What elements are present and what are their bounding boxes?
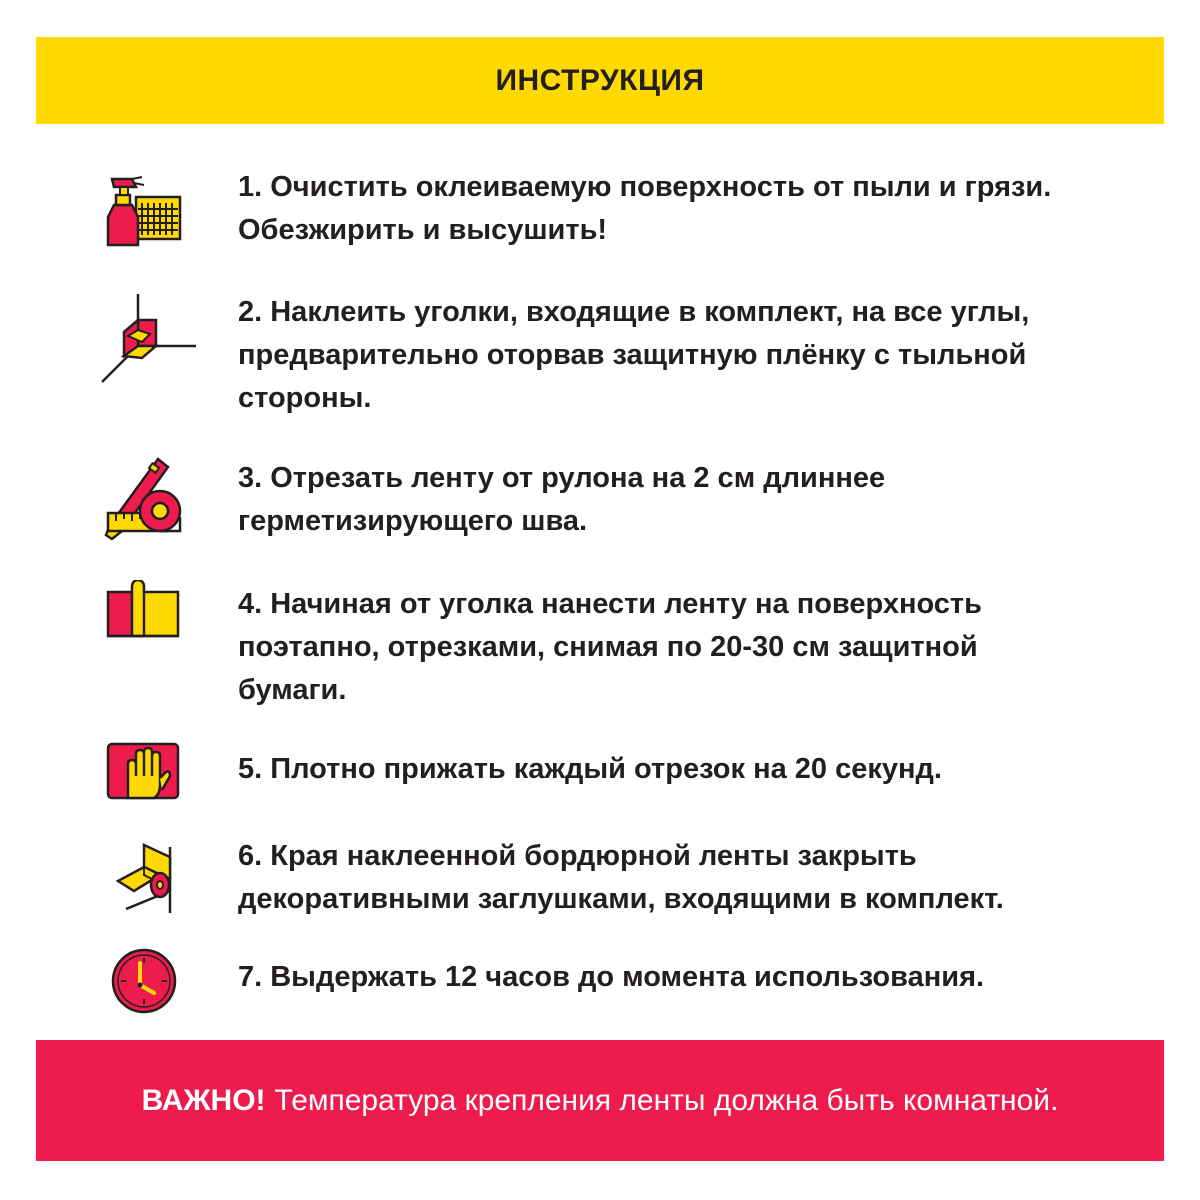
corner-piece-icon [98,290,198,390]
end-cap-icon [98,835,198,935]
tape-roll-icon [98,580,198,680]
step-text: 7. Выдержать 12 часов до момента использования. [238,961,985,993]
step-text: 1. Очистить оклеиваемую поверхность от пыли и грязи. Обезжирить и высушить! [238,171,1052,246]
header-banner [36,37,1164,124]
important-note-banner [36,1040,1164,1161]
page-title: ИНСТРУКЦИЯ [495,63,705,97]
step-text: 3. Отрезать ленту от рулона на 2 см длиннее герметизирующего шва. [238,462,886,537]
hand-press-icon [98,740,198,840]
step-text: 5. Плотно прижать каждый отрезок на 20 секунд. [238,753,942,785]
step-text: 6. Края наклеенной бордюрной ленты закрыть декоративными заглушками, входящими в комплект. [238,840,1004,915]
knife-tape-measure-icon [98,455,198,555]
step-text: 4. Начиная от уголка нанести ленту на поверхность поэтапно, отрезками, снимая по 20-30 см защитной бумаги. [238,588,982,706]
clock-icon [98,943,198,1043]
important-text: Температура крепления ленты должна быть комнатной. [274,1083,1059,1117]
important-label: ВАЖНО! [141,1083,266,1117]
step-text: 2. Наклеить уголки, входящие в комплект, на все углы, предварительно оторвав защитную плёнку с тыльной стороны. [238,296,1030,414]
spray-bottle-sponge-icon [98,165,198,265]
